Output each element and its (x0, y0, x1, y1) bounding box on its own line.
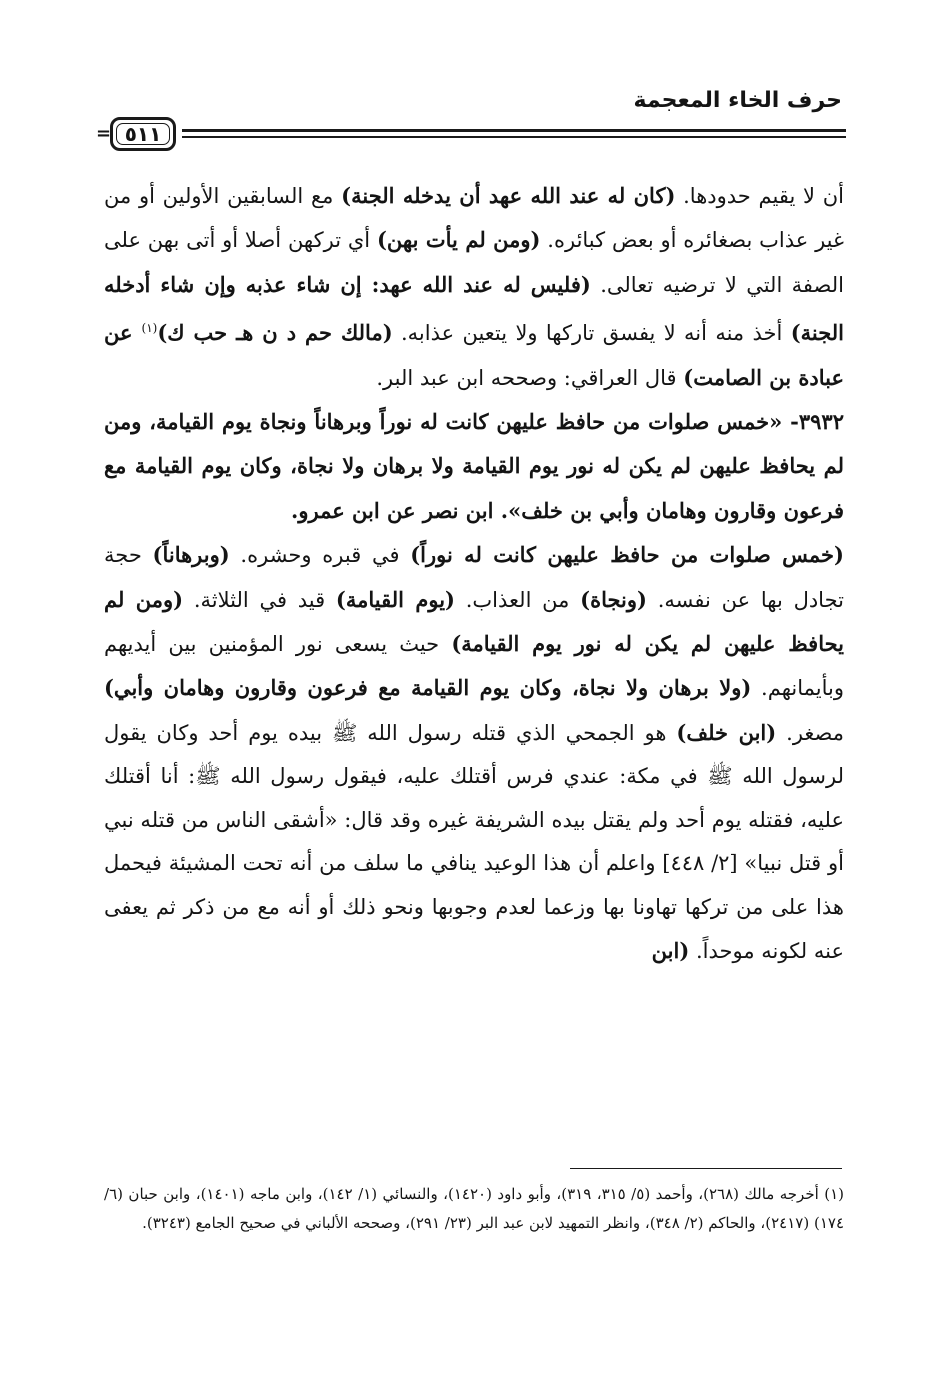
text-run: حيث يسعى نور المؤمنين بين أيديهم وبأيمانهم. (104, 632, 845, 701)
page-number: ٥١١ (110, 117, 176, 151)
bold-quote: (ابن (651, 937, 690, 963)
bold-quote: (كان له عند الله عهد أن يدخله الجنة) (341, 183, 676, 208)
main-text (104, 174, 844, 973)
running-title: حرف الخاء المعجمة (633, 88, 842, 113)
text-run: في قبره وحشره. (229, 543, 411, 568)
text-run: حجة تجادل بها عن نفسه. (104, 543, 844, 612)
paragraph-2-hadith-3932 (104, 400, 844, 533)
bold-quote: (ونجاة) (580, 586, 647, 612)
paragraph-3-commentary (104, 533, 844, 973)
bold-quote: (ابن خلف) (676, 719, 777, 745)
bold-quote: (وبرهاناً) (152, 542, 230, 568)
footnote-1: (١) أخرجه مالك (٢٦٨)، وأحمد (٥/ ٣١٥، ٣١٩)، وأبو داود (١٤٢٠)، والنسائي (١/ ١٤٢)، وابن ماجه (١٤٠١)، وابن حبان (٦/ ١٧٤) (٢٤١٧)، والحاكم (٢/ ٣٤٨)، وانظر التمهيد لابن عبد البر (٢٣/ ٢٩١)، وصححه الألباني في صحيح الجامع (٣٢٤٣). (104, 1185, 845, 1232)
text-run: أخذ منه أنه لا يفسق تاركها ولا يتعين عذابه. (392, 321, 791, 346)
footnote-separator (570, 1168, 842, 1169)
text-run: أي تركهن أصلا أو أتى بهن على الصفة التي لا ترضيه تعالى. (104, 228, 844, 297)
bold-quote: (فليس له عند الله عهد: إن شاء عذبه وإن شاء أدخله الجنة) (104, 271, 845, 346)
bold-quote: (خمس صلوات من حافظ عليهن كانت له نوراً) (410, 542, 844, 568)
text-run: هو الجمحي الذي قتله رسول الله ﷺ بيده يوم أحد وكان يقول لرسول الله ﷺ في مكة: عندي فرس أقتلك عليه، فيقول رسول الله ﷺ: أنا أقتلك عليه، فقتله يوم أحد ولم يقتل بيده الشريفة غيره وقد قال: «أشقى الناس من قتله نبي أو قتل نبيا» [٢/ ٤٤٨] واعلم أن هذا الوعيد ينافي ما سلف من أنه تحت المشيئة فيحمل هذا على من تركها تهاونا بها وزعما لعدم وجوبها ونحو ذلك أو أنه مع من ذكر ثم يعفى عنه لكونه موحداً. (104, 720, 844, 963)
text-run: قيد في الثلاثة. (183, 587, 336, 612)
text-run: قال العراقي: وصححه ابن عبد البر. (376, 365, 684, 390)
text-run: أن لا يقيم حدودها. (675, 184, 844, 208)
bold-quote: (ومن لم يحافظ عليهن لم يكن له نور يوم القيامة) (104, 586, 844, 657)
bold-quote: عن عبادة بن الصامت) (104, 320, 844, 390)
text-run: من العذاب. (454, 587, 581, 612)
footnote-ref: (١) (141, 321, 158, 336)
bold-quote: (يوم القيامة) (335, 586, 455, 612)
text-run: مع السابقين الأولين أو من غير عذاب بصغائره أو بعض كبائره. (104, 184, 845, 253)
header-rule (96, 117, 846, 157)
header-rule-line-top (182, 129, 846, 132)
bold-quote: (مالك حم د ن هـ حب ك) (157, 320, 393, 346)
bold-quote: ٣٩٣٢- «خمس صلوات من حافظ عليهن كانت له نوراً وبرهاناً ونجاة يوم القيامة، ومن لم يحافظ عليهن لم يكن له نور يوم القيامة ولا برهان ولا نجاة، وكان يوم القيامة مع فرعون وقارون وهامان وأبي بن خلف». ابن نصر عن ابن عمرو. (104, 409, 844, 523)
text-run: مصغر. (776, 720, 844, 745)
header-rule-line-bottom (182, 136, 846, 138)
bold-quote: (ولا برهان ولا نجاة، وكان يوم القيامة مع فرعون وقارون وهامان وأبي) (104, 675, 752, 701)
footnote (104, 1180, 844, 1238)
bold-quote: (ومن لم يأت بهن) (376, 227, 541, 253)
paragraph-1 (104, 174, 844, 400)
header-left-mark: = (96, 123, 112, 144)
